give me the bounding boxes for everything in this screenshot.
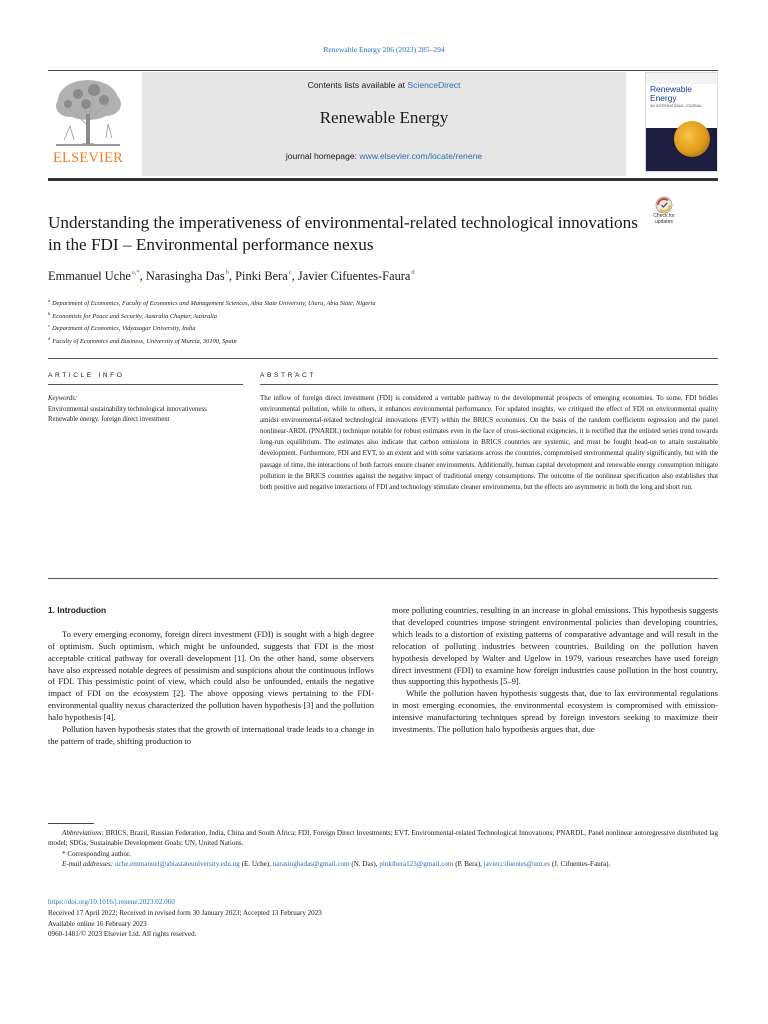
author-affil-marker[interactable]: c — [288, 269, 292, 276]
abbreviations-label: Abbreviations: — [62, 829, 104, 837]
section-heading-introduction: 1. Introduction — [48, 605, 107, 615]
email-link[interactable]: pinkibera123@gmail.com — [379, 859, 454, 868]
author-name[interactable]: Javier Cifuentes-Faura — [297, 269, 411, 283]
affiliation-text: Department of Economics, Vidyasagar University, India — [52, 325, 196, 333]
affiliation-key: a — [48, 298, 51, 303]
sciencedirect-link[interactable]: ScienceDirect — [407, 80, 461, 90]
copyright-line: 0960-1481/© 2023 Elsevier Ltd. All rights reserved. — [48, 930, 197, 939]
email-owner: (P. Bera) — [455, 859, 481, 868]
journal-citation[interactable]: Renewable Energy 206 (2023) 285–294 — [323, 45, 445, 54]
abbreviations-footnote — [48, 828, 718, 849]
affiliations — [48, 296, 688, 346]
affiliation-line — [48, 334, 688, 347]
email-footnote: E-mail addresses: uche.emmanuel@abiastateuniversity.edu.ng (E. Uche), narasinghadas@gmail.com (N. Das), pinkibera123@gmail.com (P. Bera), javier.cifuentes@um.es (J. Cifuentes-Faura). — [62, 859, 611, 868]
email-owner: (N. Das) — [351, 859, 376, 868]
keywords-label: Keywords: — [48, 395, 78, 402]
body-column-left — [48, 605, 374, 748]
email-owner: (J. Cifuentes-Faura). — [551, 859, 611, 868]
affiliation-text: Department of Economics, Faculty of Economics and Management Sciences, Abia State University, Uturu, Abia State, Nigeria — [52, 300, 376, 307]
header-rule-bottom — [48, 178, 718, 181]
author-name[interactable]: Emmanuel Uche — [48, 269, 131, 283]
email-owner: (E. Uche) — [241, 859, 270, 868]
abstract-rule — [260, 384, 718, 385]
corresponding-author-note: * Corresponding author. — [62, 849, 131, 858]
received-dates: Received 17 April 2022; Received in revised form 30 January 2023; Accepted 13 February 2023 — [48, 908, 322, 917]
body-paragraph: To every emerging economy, foreign direct investment (FDI) is sought with a high degree of optimism. Such optimism, which might be unfounded, suggests that FDI is the most acceptable critical pathway for overall development [1]. On the other hand, some observers have also expressed notable degrees of pessimism and suspicions about the continuous inflows of FDI. This pessimistic point of view, which could also be unfounded, entails the negative impact of FDI on the ecosystem [2]. The above opposing views pertaining to the FDI-environmental quality nexus characterized the pollution haven hypothesis [3] and the pollution halo hypothesis [4]. — [48, 628, 374, 723]
author-name[interactable]: Pinki Bera — [235, 269, 288, 283]
publication-info — [48, 897, 718, 940]
online-date: Available online 16 February 2023 — [48, 919, 147, 928]
author-affil-marker[interactable]: a,* — [131, 269, 140, 276]
email-link[interactable]: javier.cifuentes@um.es — [483, 859, 551, 868]
contents-line — [142, 80, 626, 90]
abstract-bottom-rule — [48, 578, 718, 579]
homepage-label: journal homepage: — [285, 151, 360, 161]
check-for-updates-label[interactable]: Check for updates — [653, 213, 675, 225]
cover-top-strip — [646, 73, 717, 84]
affiliation-text: Economists for Peace and Security, Australia Chapter, Australia — [52, 312, 217, 320]
body-paragraph: While the pollution haven hypothesis suggests that, due to lax environmental regulations in most emerging economies, the environmental ecosystem is compromised with emission-intensive manufacturing techniques spread by foreign investors seeking to maximize their investments. The pollution halo hypothesis argues that, due — [392, 688, 718, 735]
homepage-line — [142, 151, 626, 161]
affiliation-line — [48, 296, 688, 309]
author-list: Emmanuel Uche$^{a,*}$, Narasingha Das$^b$, Pinki Bera$^c$, Javier Cifuentes-Faura$^d$ — [48, 269, 415, 283]
email-link[interactable]: narasinghadas@gmail.com — [272, 859, 350, 868]
contents-prefix: Contents lists available at — [307, 80, 408, 90]
keywords-list — [48, 405, 243, 424]
footnotes — [48, 828, 718, 869]
journal-name: Renewable Energy — [319, 108, 449, 127]
article-title: Understanding the imperativeness of environmental-related technological innovations in the FDI – Environmental performance nexus — [48, 213, 638, 254]
affiliation-rule — [48, 358, 718, 359]
affiliation-line — [48, 309, 688, 322]
email-link[interactable]: uche.emmanuel@abiastateuniversity.edu.ng — [114, 859, 240, 868]
article-info-heading: ARTICLE INFO — [48, 372, 125, 379]
cover-sun-graphic — [674, 121, 710, 157]
publisher-wordmark: ELSEVIER — [52, 150, 124, 166]
body-paragraph: more polluting countries, resulting in an increase in global emissions. This hypothesis suggests that developed countries impose stringent environmental policies than developing countries, which leads to a distortion of existing patterns of comparative advantage and will result in the relocation of polluting industries between countries. Building on the pollution haven hypothesis developed by Walter and Ugelow in 1979, various researches have used foreign direct investment (FDI) to examine how foreign industries cause pollution in the host country, thus supporting this hypothesis [5–9]. — [392, 605, 718, 687]
header-rule-top — [48, 70, 718, 71]
keyword-item: Environmental sustainability technological innovativeness — [48, 406, 207, 413]
email-label: E-mail addresses: — [62, 859, 114, 868]
doi-link[interactable]: https://doi.org/10.1016/j.renene.2023.02.060 — [48, 898, 175, 906]
affiliation-key: d — [48, 335, 51, 341]
affiliation-text: Faculty of Economics and Business, University of Murcia, 30100, Spain — [52, 337, 237, 345]
body-column-right — [392, 605, 718, 736]
cover-subtitle: AN INTERNATIONAL JOURNAL — [650, 104, 703, 108]
cover-title: Renewable Energy — [650, 84, 692, 103]
article-info-rule — [48, 384, 243, 385]
footnote-rule — [48, 823, 94, 824]
abbreviations-text: BRICS, Brazil, Russian Federation, India, China and South Africa; FDI, Foreign Direct Investments; EVT, Environmental-related Technological Innovations; PNARDL, Panel nonlinear autoregressive distributed lag model; SDGs, Sustainable Development Goals; UN, United Nations. — [48, 829, 719, 848]
keyword-item: Renewable energy. foreign direct investment — [48, 415, 170, 423]
affiliation-line — [48, 321, 688, 334]
body-paragraph: Pollution haven hypothesis states that the growth of international trade leads to a change in the pattern of trade, shifting production to — [48, 724, 374, 746]
abstract-text: The inflow of foreign direct investment (FDI) is considered a veritable pathway to the developmental prospects of emerging economies. To some, FDI bridles environmental pollution, while to others, it enhances environmental performance. For updated insights, we critiqued the effect of FDI on environmental quality amidst environmental-related technological innovations (EVT) within the BRICS economies. On the basis of the random coefficients regression and the panel nonlinear-ARDL (PNARDL) technique notable for robust estimates even in the face of cross-sectional exigencies, it is rectified that the enlisted series trend towards long-run equilibrium. The estimates also indicate that carbon emissions in BRICS countries are systemic, and must be fought head-on to attain sustainable development. Furthermore, FDI and EVT, to an extent and with some variations across the countries, compromised environmental quality significantly, but with the passage of time, the interactions of both factors ensure cleaner environments. Additionally, human capital development and renewable energy consumption mitigate pollution in the BRICS countries against the negative impact of traditional energy consumptions. The outcome of the nonlinear specification also establishes that both positive and negative interactions of FDI and technology stimulate cleaner environments, but the effects are asymmetric in both the long and short run. — [260, 394, 718, 491]
journal-cover-thumbnail[interactable] — [645, 72, 718, 172]
homepage-link[interactable]: www.elsevier.com/locate/renene — [359, 151, 483, 161]
abstract-heading: ABSTRACT — [260, 372, 316, 379]
affiliation-key: b — [48, 310, 51, 316]
affiliation-key: c — [48, 323, 51, 329]
author-affil-marker[interactable]: d — [411, 269, 415, 276]
author-name[interactable]: Narasingha Das — [145, 269, 225, 283]
author-affil-marker[interactable]: b — [225, 269, 229, 276]
